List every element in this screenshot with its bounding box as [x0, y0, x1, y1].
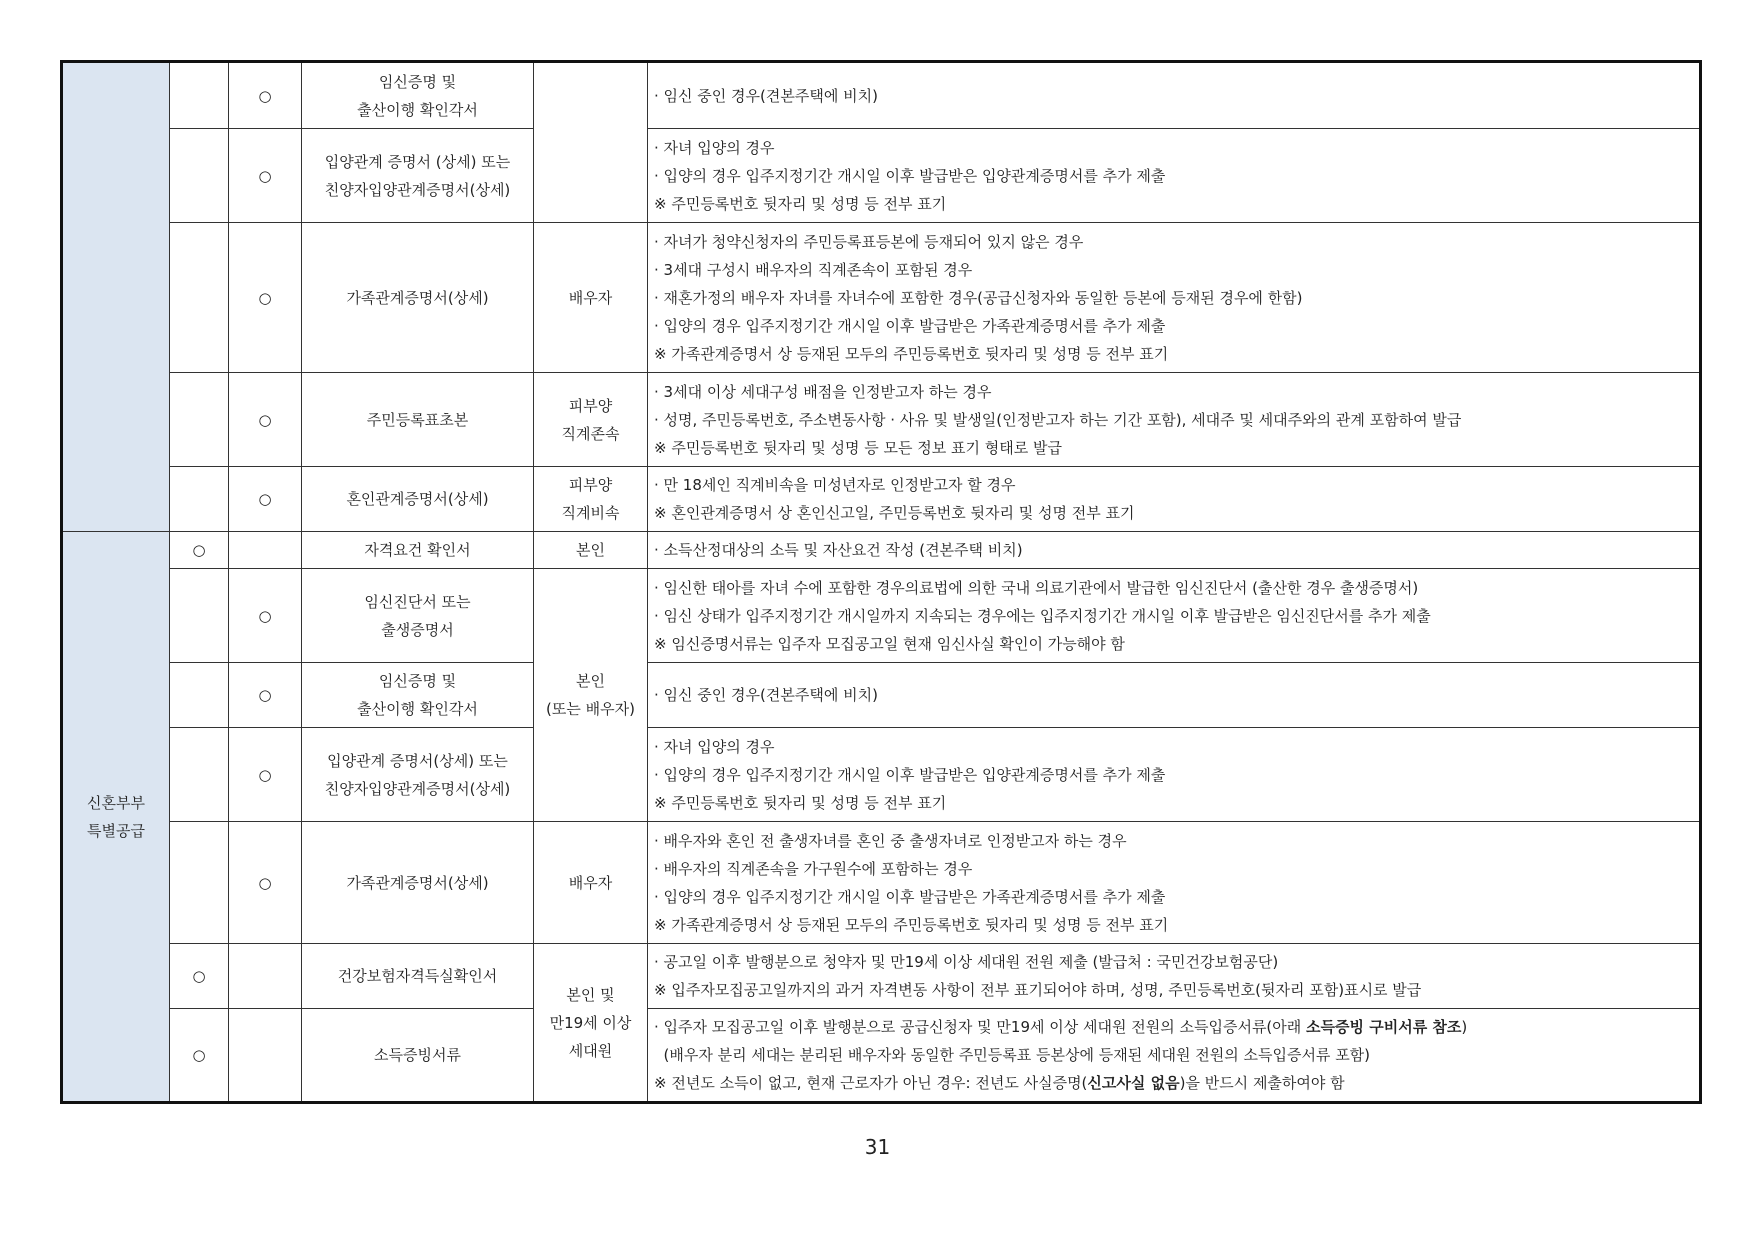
marker-cell-a — [170, 129, 229, 223]
marker-cell-b: ○ — [229, 822, 302, 944]
marker-cell-a — [170, 822, 229, 944]
table-row — [62, 223, 1701, 373]
notes-cell: · 공고일 이후 발행분으로 청약자 및 만19세 이상 세대원 전원 제출 (발급처 : 국민건강보험공단) ※ 입주자모집공고일까지의 과거 자격변동 사항이 전부 표기되어야 하며, 성명, 주민등록번호(뒷자리 포함)표시로 발급 — [648, 944, 1701, 1009]
marker-cell-a — [170, 373, 229, 467]
table-row — [62, 467, 1701, 532]
document-name-cell: 소득증빙서류 — [302, 1009, 534, 1103]
notes-cell: · 임신 중인 경우(견본주택에 비치) — [648, 663, 1701, 728]
target-cell — [534, 62, 648, 223]
notes-cell: · 입주자 모집공고일 이후 발행분으로 공급신청자 및 만19세 이상 세대원 전원의 소득입증서류(아래 소득증빙 구비서류 참조) (배우자 분리 세대는 분리된 배우자와 동일한 주민등록표 등본상에 등재된 세대원 전원의 소득입증서류 포함) ※ 전년도 소득이 없고, 현재 근로자가 아닌 경우: 전년도 사실증명(신고사실 없음)을 반드시 제출하여야 함 — [648, 1009, 1701, 1103]
notes-cell: · 배우자와 혼인 전 출생자녀를 혼인 중 출생자녀로 인정받고자 하는 경우 · 배우자의 직계존속을 가구원수에 포함하는 경우 · 입양의 경우 입주지정기간 개시일 이후 발급받은 가족관계증명서를 추가 제출 ※ 가족관계증명서 상 등재된 모두의 주민등록번호 뒷자리 및 성명 등 전부 표기 — [648, 822, 1701, 944]
document-name-cell: 혼인관계증명서(상세) — [302, 467, 534, 532]
notes-cell: · 만 18세인 직계비속을 미성년자로 인정받고자 할 경우 ※ 혼인관계증명서 상 혼인신고일, 주민등록번호 뒷자리 및 성명 전부 표기 — [648, 467, 1701, 532]
document-name-cell: 건강보험자격득실확인서 — [302, 944, 534, 1009]
category-cell — [62, 62, 170, 532]
target-cell: 본인 — [534, 532, 648, 569]
marker-cell-b — [229, 944, 302, 1009]
document-name-cell: 임신진단서 또는 출생증명서 — [302, 569, 534, 663]
category-cell: 신혼부부 특별공급 — [62, 532, 170, 1103]
target-cell: 배우자 — [534, 822, 648, 944]
marker-cell-b: ○ — [229, 223, 302, 373]
notes-cell: · 자녀 입양의 경우 · 입양의 경우 입주지정기간 개시일 이후 발급받은 입양관계증명서를 추가 제출 ※ 주민등록번호 뒷자리 및 성명 등 전부 표기 — [648, 129, 1701, 223]
marker-cell-a — [170, 223, 229, 373]
table-row — [62, 62, 1701, 129]
document-name-cell: 임신증명 및 출산이행 확인각서 — [302, 62, 534, 129]
target-cell: 피부양 직계비속 — [534, 467, 648, 532]
marker-cell-a: ○ — [170, 532, 229, 569]
marker-cell-b: ○ — [229, 62, 302, 129]
table-row — [62, 532, 1701, 569]
marker-cell-b: ○ — [229, 129, 302, 223]
document-name-cell: 가족관계증명서(상세) — [302, 223, 534, 373]
target-cell: 본인 (또는 배우자) — [534, 569, 648, 822]
marker-cell-b: ○ — [229, 663, 302, 728]
marker-cell-b — [229, 1009, 302, 1103]
table-row — [62, 569, 1701, 663]
document-table — [60, 60, 1702, 1104]
document-name-cell: 자격요건 확인서 — [302, 532, 534, 569]
table-row — [62, 373, 1701, 467]
marker-cell-a — [170, 728, 229, 822]
table-row — [62, 728, 1701, 822]
marker-cell-b: ○ — [229, 569, 302, 663]
table-row — [62, 822, 1701, 944]
marker-cell-b: ○ — [229, 373, 302, 467]
document-name-cell: 가족관계증명서(상세) — [302, 822, 534, 944]
notes-cell: · 3세대 이상 세대구성 배점을 인정받고자 하는 경우 · 성명, 주민등록번호, 주소변동사항 · 사유 및 발생일(인정받고자 하는 기간 포함), 세대주 및 세대주와의 관계 포함하여 발급 ※ 주민등록번호 뒷자리 및 성명 등 모든 정보 표기 형태로 발급 — [648, 373, 1701, 467]
notes-cell: · 소득산정대상의 소득 및 자산요건 작성 (견본주택 비치) — [648, 532, 1701, 569]
table-row — [62, 663, 1701, 728]
document-name-cell: 입양관계 증명서 (상세) 또는 친양자입양관계증명서(상세) — [302, 129, 534, 223]
document-name-cell: 임신증명 및 출산이행 확인각서 — [302, 663, 534, 728]
marker-cell-b — [229, 532, 302, 569]
marker-cell-a: ○ — [170, 1009, 229, 1103]
page-number: 31 — [864, 1135, 891, 1159]
document-name-cell: 주민등록표초본 — [302, 373, 534, 467]
marker-cell-a — [170, 62, 229, 129]
notes-cell: · 임신 중인 경우(견본주택에 비치) — [648, 62, 1701, 129]
marker-cell-b: ○ — [229, 467, 302, 532]
target-cell: 피부양 직계존속 — [534, 373, 648, 467]
marker-cell-b: ○ — [229, 728, 302, 822]
table-row — [62, 129, 1701, 223]
target-cell: 본인 및 만19세 이상 세대원 — [534, 944, 648, 1103]
document-name-cell: 입양관계 증명서(상세) 또는 친양자입양관계증명서(상세) — [302, 728, 534, 822]
notes-cell: · 자녀가 청약신청자의 주민등록표등본에 등재되어 있지 않은 경우 · 3세대 구성시 배우자의 직계존속이 포함된 경우 · 재혼가정의 배우자 자녀를 자녀수에 포함한 경우(공급신청자와 동일한 등본에 등재된 경우에 한함) · 입양의 경우 입주지정기간 개시일 이후 발급받은 가족관계증명서를 추가 제출 ※ 가족관계증명서 상 등재된 모두의 주민등록번호 뒷자리 및 성명 등 전부 표기 — [648, 223, 1701, 373]
marker-cell-a: ○ — [170, 944, 229, 1009]
notes-cell: · 임신한 태아를 자녀 수에 포함한 경우의료법에 의한 국내 의료기관에서 발급한 임신진단서 (출산한 경우 출생증명서) · 임신 상태가 입주지정기간 개시일까지 지속되는 경우에는 입주지정기간 개시일 이후 발급받은 임신진단서를 추가 제출 ※ 임신증명서류는 입주자 모집공고일 현재 임신사실 확인이 가능해야 함 — [648, 569, 1701, 663]
marker-cell-a — [170, 467, 229, 532]
marker-cell-a — [170, 663, 229, 728]
notes-cell: · 자녀 입양의 경우 · 입양의 경우 입주지정기간 개시일 이후 발급받은 입양관계증명서를 추가 제출 ※ 주민등록번호 뒷자리 및 성명 등 전부 표기 — [648, 728, 1701, 822]
marker-cell-a — [170, 569, 229, 663]
table-row — [62, 944, 1701, 1009]
target-cell: 배우자 — [534, 223, 648, 373]
table-row — [62, 1009, 1701, 1103]
